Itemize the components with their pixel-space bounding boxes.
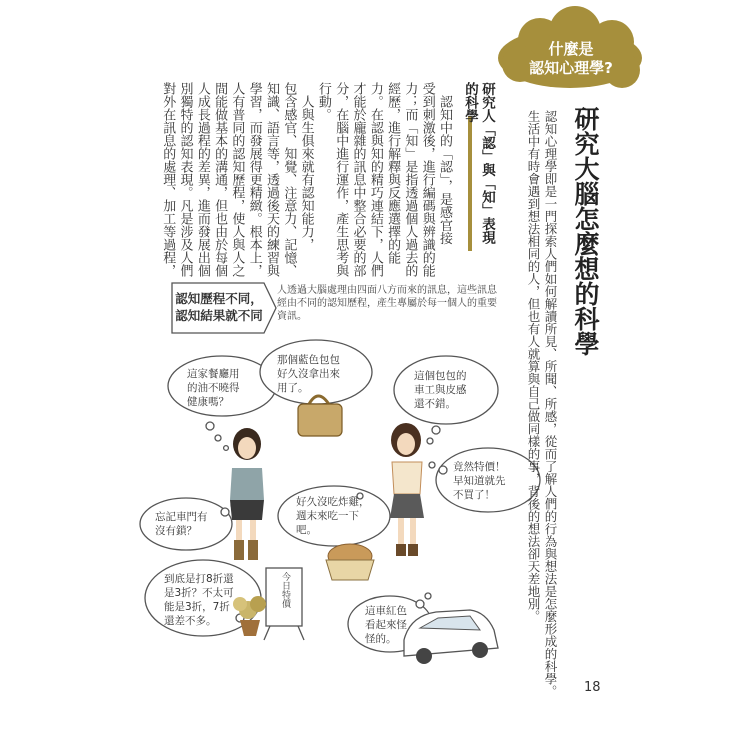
bubble-restaurant-oil: 這家餐廳用 的油不曉得 健康嗎？ — [187, 368, 240, 408]
section-body-column: 學習，而發展得更精緻。根本上， — [246, 82, 262, 277]
section-body-column: 間能做基本的溝通，但也由於每個 — [212, 82, 228, 277]
section-body-column: 人成長過程的差異，進而發展出個 — [194, 82, 210, 277]
badge-line-1: 什麼是 — [548, 40, 594, 58]
intro-line-2: 認知心理學即是一門探索人們如何解讀所見、所聞、所感，從而了解人們的行為與想法是怎麼形成的科學。 — [543, 110, 558, 698]
section-heading-bar — [468, 116, 472, 251]
bubble-red-car: 這車紅色 看起來怪 怪的。 — [365, 605, 407, 645]
banner-title-line-2: 認知結果就不同 — [175, 308, 263, 323]
section-body-column: 力；而「知」是指透過個人過去的 — [402, 82, 418, 277]
bubble-discount: 竟然特價！ 早知道就先 不買了！ — [453, 461, 506, 501]
banner-title-line-1: 認知歷程不同， — [175, 291, 263, 306]
bubble-bag-leather: 這個包包的 車工與皮感 還不錯。 — [414, 370, 467, 410]
section-body-column: 經歷，進行解釋與反應選擇的能 — [385, 82, 401, 264]
banner-title — [168, 290, 270, 324]
header-badge — [512, 40, 630, 78]
car-icon — [404, 610, 498, 664]
section-body-column: 人有普同的認知歷程，使人與人之 — [229, 82, 245, 277]
badge-line-2: 認知心理學? — [529, 59, 613, 77]
section-body-column: 知識、語言等，透過後天的練習與 — [264, 82, 279, 277]
bubble-blue-bag: 那個藍色包包 好久沒拿出來 用了。 — [277, 354, 340, 394]
section-body-column: 受到刺激後，進行編碼與辨識的能 — [419, 82, 435, 277]
bubble-price-calc: 到底是打8折還 是3折？不太可 能是3折，7折 還差不多。 — [164, 573, 234, 627]
page-number: 18 — [584, 680, 601, 695]
section-body-column: 分，在腦中進行運作，產生思考與 — [333, 82, 349, 277]
section-body-column: 行動。 — [315, 82, 331, 121]
section-body-column: 別獨特的認知表現。凡是涉及人們 — [177, 82, 193, 277]
bubble-fried-chicken: 好久沒吃炸雞， 週末來吃一下 吧。 — [296, 496, 370, 536]
sign-text: 今日特價 — [280, 572, 290, 608]
section-heading-line-2: 的科學 — [462, 82, 478, 123]
section-body-column: 包含感官、知覺、注意力、記憶、 — [281, 82, 297, 277]
section-body-column: 才能於龐雜的訊息中整合必要的部 — [350, 82, 366, 277]
woman-left-icon — [230, 428, 264, 560]
intro-line-1: 生活中有時會遇到想法相同的人，但也有人就算與自己做同樣的事，背後的想法卻天差地別。 — [526, 110, 541, 623]
section-body-column: 人與生俱來就有認知能力， — [298, 82, 314, 251]
section-body-column: 對外在訊息的處理、加工等過程， — [160, 82, 176, 277]
banner-text: 人透過大腦處理由四面八方而來的訊息，這些訊息經由不同的認知歷程，產生專屬於每一個人的重要資訊。 — [277, 285, 497, 322]
section-body-column: 認知中的「認」，是感官接 — [437, 82, 452, 245]
woman-right-icon — [390, 423, 424, 556]
bubble-car-lock: 忘記車門有 沒有鎖？ — [155, 511, 208, 537]
section-body-column: 力。在認與知的精巧連結下，人們 — [367, 82, 383, 277]
section-heading-line-1: 研究人「認」與「知」表現 — [479, 82, 495, 244]
fried-chicken-basket-icon — [326, 544, 374, 580]
page-title: 研究大腦怎麼想的科學 — [571, 106, 600, 356]
